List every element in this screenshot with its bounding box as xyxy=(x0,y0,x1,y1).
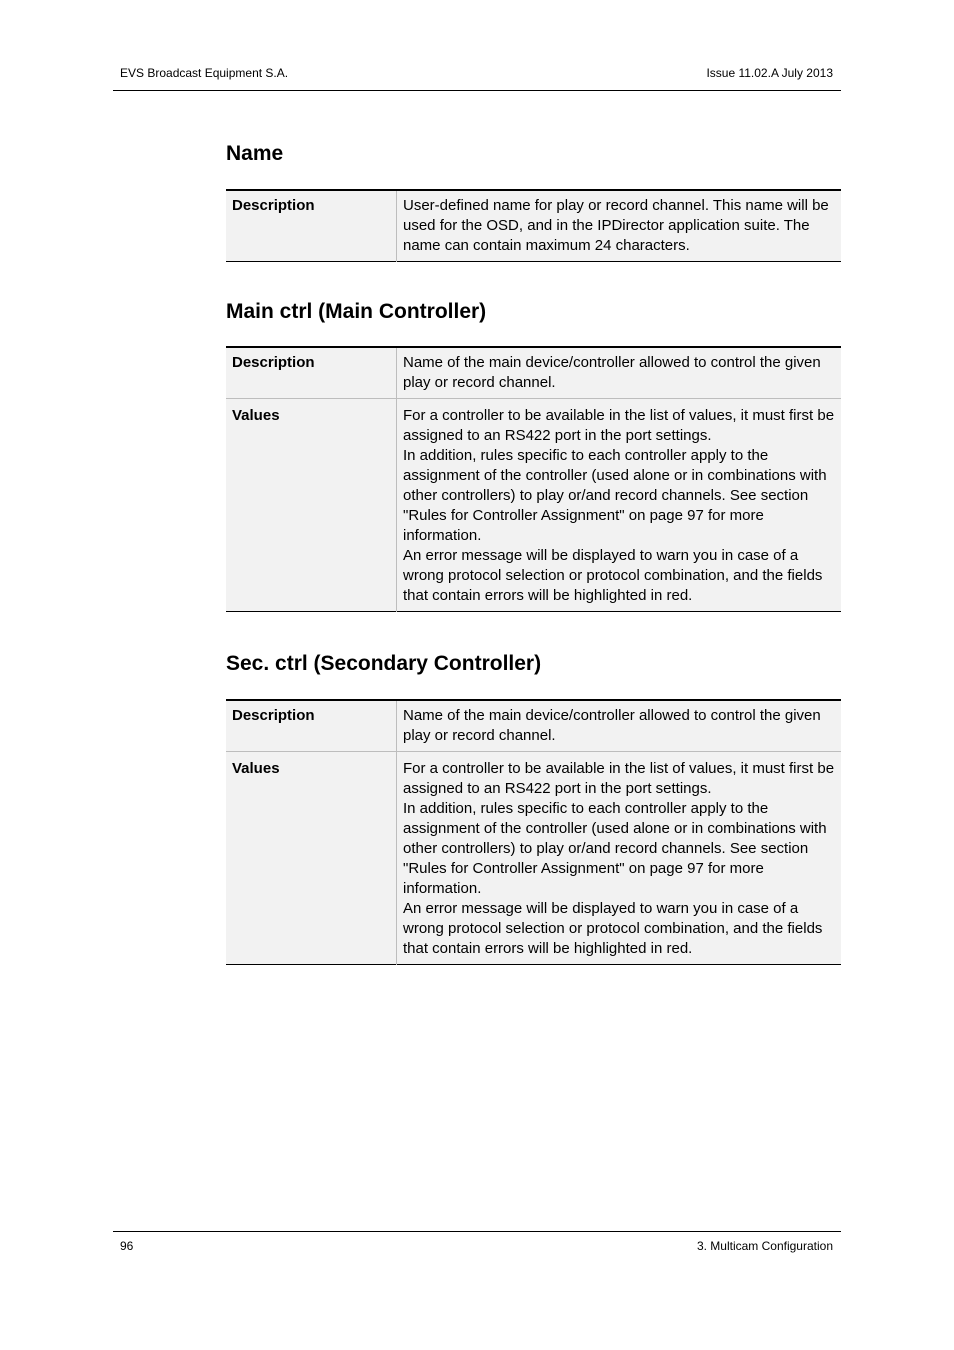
paragraph: An error message will be displayed to warn you in case of a wrong protocol selection or protocol combination, and the fields that contain errors will be highlighted in red. xyxy=(403,900,823,957)
paragraph: For a controller to be available in the list of values, it must first be assigned to an RS422 port in the port settings. xyxy=(403,760,835,797)
row-text xyxy=(397,752,842,965)
row-label: Description xyxy=(226,700,397,752)
section-title-main-ctrl: Main ctrl (Main Controller) xyxy=(226,300,487,323)
page-number: 96 xyxy=(120,1239,134,1253)
paragraph: For a controller to be available in the list of values, it must first be assigned to an RS422 port in the port settings. xyxy=(403,407,835,444)
table-row xyxy=(226,700,841,752)
row-text: Name of the main device/controller allowed to control the given play or record channel. xyxy=(397,700,842,752)
header-issue: Issue 11.02.A July 2013 xyxy=(706,66,833,80)
table-row xyxy=(226,347,841,399)
table-row xyxy=(226,399,841,612)
paragraph: In addition, rules specific to each controller apply to the assignment of the controller (used alone or in combinations with other controllers) to play or/and record channels. See section "Rules for Controller Assignment" on page 97 for more information. xyxy=(403,800,827,897)
page-footer xyxy=(113,1231,841,1257)
paragraph: An error message will be displayed to warn you in case of a wrong protocol selection or protocol combination, and the fields that contain errors will be highlighted in red. xyxy=(403,547,823,604)
paragraph: In addition, rules specific to each controller apply to the assignment of the controller (used alone or in combinations with other controllers) to play or/and record channels. See section "Rules for Controller Assignment" on page 97 for more information. xyxy=(403,447,827,544)
row-text: User-defined name for play or record channel. This name will be used for the OSD, and in the IPDirector application suite. The name can contain maximum 24 characters. xyxy=(397,190,842,262)
table-row xyxy=(226,190,841,262)
row-label: Values xyxy=(226,752,397,965)
table-row xyxy=(226,752,841,965)
row-label: Description xyxy=(226,347,397,399)
page-header xyxy=(113,65,841,91)
row-text xyxy=(397,399,842,612)
footer-chapter: 3. Multicam Configuration xyxy=(696,1239,833,1253)
name-table xyxy=(226,189,841,262)
main-ctrl-table xyxy=(226,346,841,612)
section-title-name: Name xyxy=(226,142,284,165)
section-title-sec-ctrl: Sec. ctrl (Secondary Controller) xyxy=(226,652,542,675)
row-text: Name of the main device/controller allowed to control the given play or record channel. xyxy=(397,347,842,399)
row-label: Description xyxy=(226,190,397,262)
row-label: Values xyxy=(226,399,397,612)
header-company: EVS Broadcast Equipment S.A. xyxy=(120,66,289,80)
sec-ctrl-table xyxy=(226,699,841,965)
